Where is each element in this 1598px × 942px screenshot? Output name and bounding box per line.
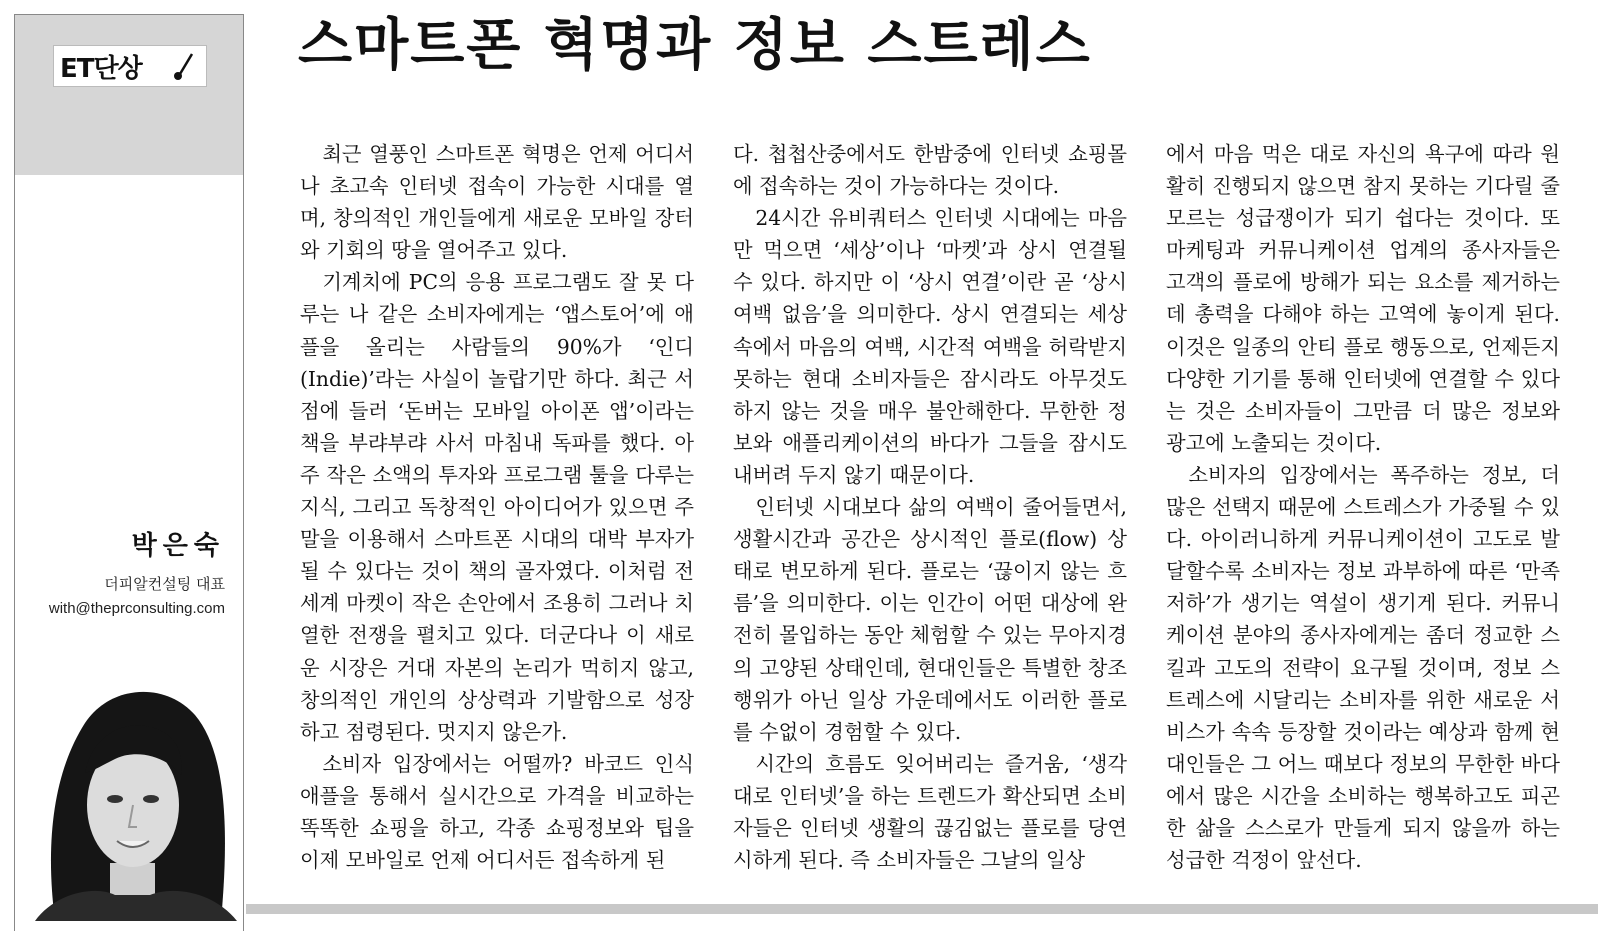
paragraph: 소비자의 입장에서는 폭주하는 정보, 더 많은 선택지 때문에 스트레스가 가중될 수 있다. 아이러니하게 커뮤니케이션이 고도로 발달할수록 소비자는 정보 과부하에 따른 ‘만족 저하’가 생기는 역설이 생기게 된다. 커뮤니케이션 분야의 종사자에게는 좀더 정교한 스킬과 고도의 전략이 요구될 것이며, 정보 스트레스에 시달리는 소비자를 위한 새로운 서비스가 속속 등장할 것이라는 예상과 함께 현대인들은 그 어느 때보다 정보의 무한한 바다에서 많은 시간을 소비하는 행복하고도 피곤한 삶을 스스로가 만들게 되지 않을까 하는 성급한 걱정이 앞선다.	[1166, 462, 1560, 873]
body-column-2	[733, 138, 1127, 876]
author-email: with@theprconsulting.com	[48, 600, 225, 617]
paragraph: 에서 마음 먹은 대로 자신의 욕구에 따라 원활히 진행되지 않으면 참지 못하는 기다릴 줄 모르는 성급쟁이가 되기 쉽다는 것이다. 또 마케팅과 커뮤니케이션 업계의 종사자들은 고객의 플로에 방해가 되는 요소를 제거하는 데 총력을 다해야 하는 고역에 놓이게 된다. 이것은 일종의 안티 플로 행동으로, 언제든지 다양한 기기를 통해 인터넷에 연결할 수 있다는 것은 소비자들이 그만큼 더 많은 정보와 광고에 노출되는 것이다.	[1166, 142, 1561, 455]
body-column-3	[1166, 138, 1560, 876]
column-sidebar	[14, 14, 244, 931]
column-label: ET단상	[60, 54, 142, 84]
paragraph: 다. 첩첩산중에서도 한밤중에 인터넷 쇼핑몰에 접속하는 것이 가능하다는 것이다.	[733, 142, 1127, 199]
paragraph: 인터넷 시대보다 삶의 여백이 줄어들면서, 생활시간과 공간은 상시적인 플로(flow) 상태로 변모하게 된다. 플로는 ‘끊이지 않는 흐름’을 의미한다. 이는 인간이 어떤 대상에 완전히 몰입하는 동안 체험할 수 있는 무아지경의 고양된 상태인데, 현대인들은 특별한 창조 행위가 아닌 일상 가운데에서도 이러한 플로를 수없이 경험할 수 있다.	[733, 495, 1127, 744]
column-logo	[53, 45, 207, 87]
body-column-1	[300, 138, 694, 876]
author-portrait	[15, 663, 243, 921]
author-title: 더피알컨설팅 대표	[104, 575, 225, 593]
bottom-rule	[246, 904, 1598, 914]
paragraph: 시간의 흐름도 잊어버리는 즐거움, ‘생각대로 인터넷’을 하는 트렌드가 확산되면 소비자들은 인터넷 생활의 끊김없는 플로를 당연시하게 된다. 즉 소비자들은 그날의 일상	[733, 751, 1127, 873]
paragraph: 최근 열풍인 스마트폰 혁명은 언제 어디서나 초고속 인터넷 접속이 가능한 시대를 열며, 창의적인 개인들에게 새로운 모바일 장터와 기회의 땅을 열어주고 있다.	[300, 142, 694, 263]
sidebar-header	[15, 15, 243, 175]
paragraph: 24시간 유비쿼터스 인터넷 시대에는 마음만 먹으면 ‘세상’이나 ‘마켓’과 상시 연결될 수 있다. 하지만 이 ‘상시 연결’이란 곧 ‘상시 여백 없음’을 의미한다. 상시 연결되는 세상 속에서 마음의 여백, 시간적 여백을 허락받지 못하는 현대 소비자들은 잠시라도 아무것도 하지 않는 것을 매우 불안해한다. 무한한 정보와 애플리케이션의 바다가 그들을 잠시도 내버려 두지 않기 때문이다.	[733, 206, 1127, 487]
paragraph: 소비자 입장에서는 어떨까? 바코드 인식 애플을 통해서 실시간으로 가격을 비교하는 똑똑한 쇼핑을 하고, 각종 쇼핑정보와 팁을 이제 모바일로 언제 어디서든 접속하게 된	[300, 751, 694, 873]
headline: 스마트폰 혁명과 정보 스트레스	[298, 13, 1092, 78]
author-name: 박은숙	[131, 531, 225, 561]
pen-icon	[170, 52, 196, 82]
paragraph: 기계치에 PC의 응용 프로그램도 잘 못 다루는 나 같은 소비자에게는 ‘앱스토어’에 애플을 올리는 사람들의 90%가 ‘인디(Indie)’라는 사실이 놀랍기만 하다. 최근 서점에 들러 ‘돈버는 모바일 아이폰 앱’이라는 책을 부랴부랴 사서 마침내 독파를 했다. 아주 작은 소액의 투자와 프로그램 툴을 다루는 지식, 그리고 독창적인 아이디어가 있으면 주말을 이용해서 스마트폰 시대의 대박 부자가 될 수 있다는 것이 책의 골자였다. 이처럼 전 세계 마켓이 작은 손안에서 조용히 그러나 치열한 전쟁을 펼치고 있다. 더군다나 이 새로운 시장은 거대 자본의 논리가 먹히지 않고, 창의적인 개인의 상상력과 기발함으로 성장하고 점령된다. 멋지지 않은가.	[300, 270, 695, 744]
